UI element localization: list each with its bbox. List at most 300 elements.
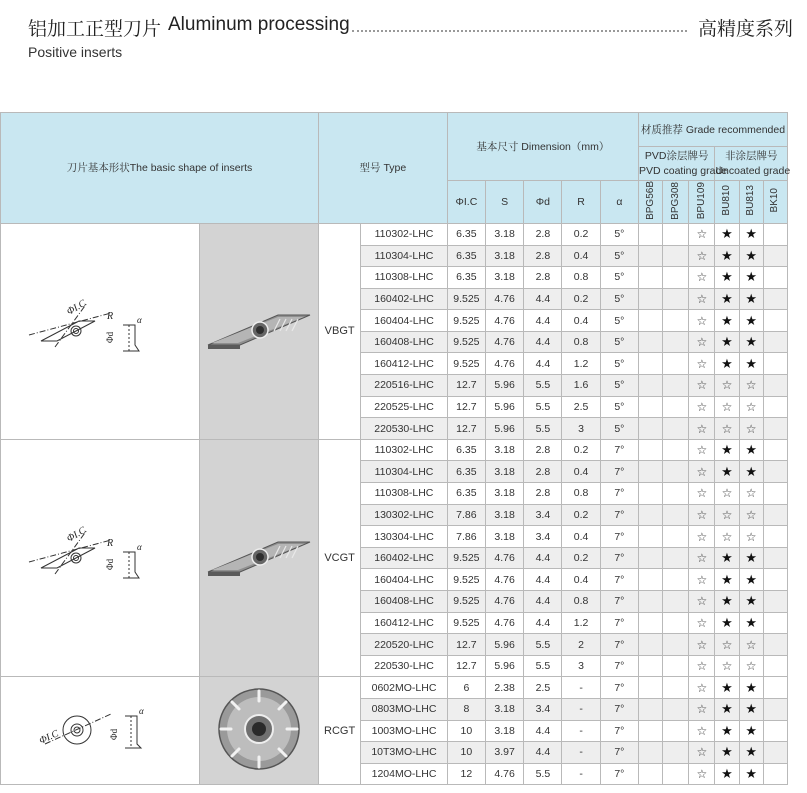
grade-cell <box>763 396 787 418</box>
grade-cell <box>638 612 662 634</box>
title-dotted-leader <box>352 30 687 32</box>
grade-cell <box>638 439 662 461</box>
drawing-label-alpha: α <box>139 706 144 717</box>
dim-d-cell: 5.5 <box>524 375 562 397</box>
grade-cell <box>763 418 787 440</box>
suitable-star-icon: ☆ <box>689 483 715 505</box>
dim-s-cell: 3.18 <box>486 267 524 289</box>
dim-alpha-cell: 5° <box>600 288 638 310</box>
header-dim-r: R <box>562 181 600 224</box>
grade-cell <box>638 634 662 656</box>
dim-d-cell: 5.5 <box>524 396 562 418</box>
dim-r-cell: - <box>562 720 600 742</box>
grade-cell <box>663 655 689 677</box>
dim-alpha-cell: 5° <box>600 396 638 418</box>
dim-alpha-cell: 5° <box>600 353 638 375</box>
header-grade: 材质推荐 Grade recommended <box>638 113 787 147</box>
dim-s-cell: 4.76 <box>486 591 524 613</box>
pvd-label-en: PVD coating grade <box>638 164 728 177</box>
table-row <box>1 439 788 461</box>
model-cell: 220530-LHC <box>361 418 448 440</box>
grade-cell <box>763 245 787 267</box>
recommended-star-icon: ★ <box>715 223 739 245</box>
dim-s-cell: 3.97 <box>486 742 524 764</box>
dim-d-cell: 3.4 <box>524 504 562 526</box>
dim-r-cell: 0.4 <box>562 310 600 332</box>
dim-ic-cell: 7.86 <box>447 526 485 548</box>
dim-r-cell: 3 <box>562 418 600 440</box>
suitable-star-icon: ☆ <box>739 483 763 505</box>
recommended-star-icon: ★ <box>739 245 763 267</box>
model-cell: 110308-LHC <box>361 483 448 505</box>
grade-cell <box>663 267 689 289</box>
dim-s-cell: 4.76 <box>486 612 524 634</box>
grade-cell <box>638 526 662 548</box>
dim-r-cell: 0.8 <box>562 267 600 289</box>
dim-ic-cell: 9.525 <box>447 547 485 569</box>
suitable-star-icon: ☆ <box>715 396 739 418</box>
suitable-star-icon: ☆ <box>715 655 739 677</box>
dim-ic-cell: 7.86 <box>447 504 485 526</box>
dim-d-cell: 4.4 <box>524 288 562 310</box>
suitable-star-icon: ☆ <box>689 245 715 267</box>
recommended-star-icon: ★ <box>739 223 763 245</box>
dim-d-cell: 2.8 <box>524 483 562 505</box>
header-grade-bk10: BK10 <box>763 181 787 224</box>
dim-alpha-cell: 7° <box>600 461 638 483</box>
dim-s-cell: 3.18 <box>486 504 524 526</box>
header-uncoated-grade <box>715 147 791 181</box>
suitable-star-icon: ☆ <box>689 677 715 699</box>
dim-alpha-cell: 5° <box>600 223 638 245</box>
dim-s-cell: 5.96 <box>486 655 524 677</box>
model-cell: 130302-LHC <box>361 504 448 526</box>
table-body <box>1 223 788 784</box>
grade-cell <box>763 742 787 764</box>
grade-cell <box>763 310 787 332</box>
grade-cell <box>638 483 662 505</box>
dim-alpha-cell: 7° <box>600 439 638 461</box>
dim-r-cell: 3 <box>562 655 600 677</box>
dim-d-cell: 4.4 <box>524 591 562 613</box>
grade-cell <box>638 720 662 742</box>
dim-d-cell: 2.8 <box>524 267 562 289</box>
header-dimension: 基本尺寸 Dimension（mm） <box>447 113 638 181</box>
grade-cell <box>763 547 787 569</box>
dim-d-cell: 4.4 <box>524 612 562 634</box>
recommended-star-icon: ★ <box>715 698 739 720</box>
recommended-star-icon: ★ <box>715 461 739 483</box>
recommended-star-icon: ★ <box>715 353 739 375</box>
grade-cell <box>663 526 689 548</box>
header-grade-bpg56b: BPG56B <box>638 181 662 224</box>
grade-cell <box>763 288 787 310</box>
dim-s-cell: 3.18 <box>486 223 524 245</box>
grade-cell <box>763 439 787 461</box>
grade-cell <box>763 526 787 548</box>
model-cell: 160412-LHC <box>361 612 448 634</box>
suitable-star-icon: ☆ <box>689 655 715 677</box>
dim-s-cell: 4.76 <box>486 763 524 785</box>
recommended-star-icon: ★ <box>715 267 739 289</box>
dim-ic-cell: 12 <box>447 763 485 785</box>
suitable-star-icon: ☆ <box>689 526 715 548</box>
dim-r-cell: 0.2 <box>562 223 600 245</box>
insert-drawing-rcgt <box>1 677 200 785</box>
grade-cell <box>638 547 662 569</box>
model-cell: 220520-LHC <box>361 634 448 656</box>
dim-ic-cell: 8 <box>447 698 485 720</box>
grade-cell <box>638 288 662 310</box>
suitable-star-icon: ☆ <box>689 763 715 785</box>
dim-ic-cell: 12.7 <box>447 634 485 656</box>
grade-cell <box>638 763 662 785</box>
grade-cell <box>763 720 787 742</box>
dim-s-cell: 5.96 <box>486 375 524 397</box>
grade-cell <box>638 698 662 720</box>
suitable-star-icon: ☆ <box>689 267 715 289</box>
model-cell: 220525-LHC <box>361 396 448 418</box>
suitable-star-icon: ☆ <box>689 547 715 569</box>
recommended-star-icon: ★ <box>739 288 763 310</box>
grade-cell <box>663 288 689 310</box>
recommended-star-icon: ★ <box>739 353 763 375</box>
dim-alpha-cell: 7° <box>600 677 638 699</box>
suitable-star-icon: ☆ <box>689 353 715 375</box>
grade-cell <box>763 504 787 526</box>
grade-cell <box>638 223 662 245</box>
suitable-star-icon: ☆ <box>689 720 715 742</box>
grade-cell <box>763 698 787 720</box>
grade-cell <box>663 310 689 332</box>
recommended-star-icon: ★ <box>715 720 739 742</box>
suitable-star-icon: ☆ <box>689 375 715 397</box>
model-cell: 160404-LHC <box>361 569 448 591</box>
suitable-star-icon: ☆ <box>715 418 739 440</box>
grade-cell <box>663 461 689 483</box>
dim-alpha-cell: 5° <box>600 310 638 332</box>
grade-cell <box>663 375 689 397</box>
model-cell: 10T3MO-LHC <box>361 742 448 764</box>
grade-cell <box>638 655 662 677</box>
header-grade-bpu109: BPU109 <box>689 181 715 224</box>
model-cell: 110302-LHC <box>361 223 448 245</box>
recommended-star-icon: ★ <box>715 591 739 613</box>
dim-r-cell: 0.4 <box>562 526 600 548</box>
recommended-star-icon: ★ <box>715 288 739 310</box>
dim-alpha-cell: 7° <box>600 504 638 526</box>
insert-drawing-vbgt <box>1 223 200 439</box>
grade-cell <box>663 677 689 699</box>
dim-ic-cell: 6.35 <box>447 267 485 289</box>
drawing-label-r: R <box>107 537 114 549</box>
dim-alpha-cell: 7° <box>600 526 638 548</box>
uncoated-label-en: Uncoated grade <box>715 164 791 177</box>
drawing-label-d: Φd <box>109 729 120 741</box>
dim-alpha-cell: 5° <box>600 267 638 289</box>
recommended-star-icon: ★ <box>715 569 739 591</box>
drawing-label-ic: ΦI.C <box>37 728 61 748</box>
insert-photo-vcgt <box>200 439 319 677</box>
dim-s-cell: 3.18 <box>486 526 524 548</box>
grade-cell <box>663 331 689 353</box>
grade-cell <box>663 591 689 613</box>
model-cell: 220516-LHC <box>361 375 448 397</box>
dim-s-cell: 5.96 <box>486 396 524 418</box>
dim-ic-cell: 6.35 <box>447 439 485 461</box>
dim-alpha-cell: 7° <box>600 720 638 742</box>
recommended-star-icon: ★ <box>739 439 763 461</box>
dim-ic-cell: 10 <box>447 720 485 742</box>
grade-cell <box>638 461 662 483</box>
suitable-star-icon: ☆ <box>715 504 739 526</box>
recommended-star-icon: ★ <box>739 310 763 332</box>
dim-r-cell: - <box>562 677 600 699</box>
dim-ic-cell: 9.525 <box>447 569 485 591</box>
suitable-star-icon: ☆ <box>739 634 763 656</box>
page-title-chinese: 铝加工正型刀片 <box>28 19 162 40</box>
pvd-label-zh: PVD涂层牌号 <box>644 150 709 163</box>
dim-d-cell: 4.4 <box>524 742 562 764</box>
grade-cell <box>763 267 787 289</box>
dim-alpha-cell: 7° <box>600 763 638 785</box>
suitable-star-icon: ☆ <box>715 375 739 397</box>
dim-d-cell: 5.5 <box>524 418 562 440</box>
recommended-star-icon: ★ <box>739 698 763 720</box>
dim-d-cell: 4.4 <box>524 353 562 375</box>
suitable-star-icon: ☆ <box>689 223 715 245</box>
recommended-star-icon: ★ <box>739 742 763 764</box>
suitable-star-icon: ☆ <box>689 439 715 461</box>
grade-cell <box>663 763 689 785</box>
table-header <box>1 113 791 224</box>
dim-ic-cell: 9.525 <box>447 612 485 634</box>
grade-cell <box>638 742 662 764</box>
header-dim-s: S <box>486 181 524 224</box>
dim-s-cell: 3.18 <box>486 461 524 483</box>
model-cell: 160408-LHC <box>361 591 448 613</box>
dim-r-cell: 1.6 <box>562 375 600 397</box>
dim-d-cell: 5.5 <box>524 634 562 656</box>
dim-ic-cell: 12.7 <box>447 375 485 397</box>
header-dim-alpha: α <box>600 181 638 224</box>
recommended-star-icon: ★ <box>739 331 763 353</box>
dim-r-cell: 0.2 <box>562 439 600 461</box>
dim-alpha-cell: 7° <box>600 569 638 591</box>
dim-r-cell: 2.5 <box>562 396 600 418</box>
dim-ic-cell: 6.35 <box>447 483 485 505</box>
grade-cell <box>663 612 689 634</box>
recommended-star-icon: ★ <box>739 267 763 289</box>
suitable-star-icon: ☆ <box>739 418 763 440</box>
dim-r-cell: 0.2 <box>562 547 600 569</box>
dim-s-cell: 3.18 <box>486 698 524 720</box>
model-cell: 110308-LHC <box>361 267 448 289</box>
grade-cell <box>763 353 787 375</box>
grade-cell <box>763 569 787 591</box>
suitable-star-icon: ☆ <box>689 461 715 483</box>
insert-photo-vbgt <box>200 223 319 439</box>
dim-s-cell: 4.76 <box>486 331 524 353</box>
grade-cell <box>663 439 689 461</box>
grade-cell <box>638 310 662 332</box>
grade-cell <box>638 396 662 418</box>
dim-r-cell: 0.2 <box>562 288 600 310</box>
dim-d-cell: 2.8 <box>524 245 562 267</box>
dim-ic-cell: 10 <box>447 742 485 764</box>
grade-cell <box>663 418 689 440</box>
recommended-star-icon: ★ <box>739 677 763 699</box>
grade-cell <box>663 698 689 720</box>
dim-r-cell: 0.4 <box>562 461 600 483</box>
dim-alpha-cell: 7° <box>600 698 638 720</box>
grade-cell <box>638 504 662 526</box>
recommended-star-icon: ★ <box>739 591 763 613</box>
dim-d-cell: 4.4 <box>524 310 562 332</box>
drawing-label-d: Φd <box>105 331 116 343</box>
grade-cell <box>763 634 787 656</box>
recommended-star-icon: ★ <box>739 569 763 591</box>
grade-cell <box>638 331 662 353</box>
insert-type-vcgt: VCGT <box>319 439 361 677</box>
dim-r-cell: - <box>562 698 600 720</box>
grade-cell <box>638 245 662 267</box>
recommended-star-icon: ★ <box>715 245 739 267</box>
header-dim-ic: ΦI.C <box>447 181 485 224</box>
model-cell: 160402-LHC <box>361 547 448 569</box>
dim-alpha-cell: 7° <box>600 634 638 656</box>
suitable-star-icon: ☆ <box>689 612 715 634</box>
grade-cell <box>763 763 787 785</box>
grade-cell <box>663 504 689 526</box>
recommended-star-icon: ★ <box>715 331 739 353</box>
header-dim-d: Φd <box>524 181 562 224</box>
model-cell: 160404-LHC <box>361 310 448 332</box>
suitable-star-icon: ☆ <box>689 698 715 720</box>
suitable-star-icon: ☆ <box>689 742 715 764</box>
dim-alpha-cell: 7° <box>600 612 638 634</box>
dim-alpha-cell: 5° <box>600 375 638 397</box>
dim-ic-cell: 12.7 <box>447 655 485 677</box>
uncoated-label-zh: 非涂层牌号 <box>724 150 778 163</box>
table-row <box>1 677 788 699</box>
dim-s-cell: 3.18 <box>486 245 524 267</box>
header-grade-bu813: BU813 <box>739 181 763 224</box>
grade-cell <box>663 634 689 656</box>
dim-ic-cell: 6.35 <box>447 461 485 483</box>
dim-ic-cell: 12.7 <box>447 396 485 418</box>
grade-cell <box>663 245 689 267</box>
dim-r-cell: 0.8 <box>562 483 600 505</box>
recommended-star-icon: ★ <box>715 310 739 332</box>
recommended-star-icon: ★ <box>715 677 739 699</box>
recommended-star-icon: ★ <box>715 742 739 764</box>
suitable-star-icon: ☆ <box>689 310 715 332</box>
dim-d-cell: 5.5 <box>524 763 562 785</box>
grade-cell <box>763 591 787 613</box>
recommended-star-icon: ★ <box>715 763 739 785</box>
grade-cell <box>663 223 689 245</box>
drawing-label-alpha: α <box>137 541 142 552</box>
dim-r-cell: 2 <box>562 634 600 656</box>
model-cell: 220530-LHC <box>361 655 448 677</box>
drawing-label-alpha: α <box>137 314 142 325</box>
grade-cell <box>638 353 662 375</box>
dim-s-cell: 4.76 <box>486 569 524 591</box>
grade-cell <box>638 591 662 613</box>
model-cell: 110302-LHC <box>361 439 448 461</box>
insert-drawing-vcgt <box>1 439 200 677</box>
dim-s-cell: 5.96 <box>486 634 524 656</box>
grade-cell <box>638 418 662 440</box>
grade-cell <box>638 677 662 699</box>
suitable-star-icon: ☆ <box>689 288 715 310</box>
dim-alpha-cell: 5° <box>600 418 638 440</box>
dim-s-cell: 4.76 <box>486 353 524 375</box>
suitable-star-icon: ☆ <box>739 504 763 526</box>
grade-cell <box>663 396 689 418</box>
drawing-label-d: Φd <box>105 558 116 570</box>
dim-ic-cell: 9.525 <box>447 331 485 353</box>
dim-alpha-cell: 7° <box>600 547 638 569</box>
dim-r-cell: 0.2 <box>562 504 600 526</box>
dim-d-cell: 3.4 <box>524 526 562 548</box>
suitable-star-icon: ☆ <box>689 396 715 418</box>
recommended-star-icon: ★ <box>739 763 763 785</box>
dim-s-cell: 3.18 <box>486 720 524 742</box>
dim-ic-cell: 9.525 <box>447 591 485 613</box>
model-cell: 110304-LHC <box>361 461 448 483</box>
header-grade-bu810: BU810 <box>715 181 739 224</box>
dim-ic-cell: 6 <box>447 677 485 699</box>
grade-cell <box>763 655 787 677</box>
grade-cell <box>763 483 787 505</box>
drawing-label-ic: ΦI.C <box>65 524 89 545</box>
grade-cell <box>638 375 662 397</box>
grade-cell <box>763 677 787 699</box>
dim-r-cell: - <box>562 763 600 785</box>
dim-r-cell: 1.2 <box>562 353 600 375</box>
grade-cell <box>663 569 689 591</box>
grade-cell <box>763 375 787 397</box>
series-label: 高精度系列 <box>697 19 793 40</box>
model-cell: 160402-LHC <box>361 288 448 310</box>
grade-cell <box>663 742 689 764</box>
insert-photo-rcgt <box>200 677 319 785</box>
header-type: 型号 Type <box>319 113 448 224</box>
recommended-star-icon: ★ <box>739 461 763 483</box>
dim-ic-cell: 12.7 <box>447 418 485 440</box>
dim-alpha-cell: 7° <box>600 655 638 677</box>
dim-ic-cell: 6.35 <box>447 245 485 267</box>
grade-cell <box>663 483 689 505</box>
table-row <box>1 223 788 245</box>
dim-r-cell: 0.4 <box>562 245 600 267</box>
grade-cell <box>663 353 689 375</box>
dim-ic-cell: 9.525 <box>447 310 485 332</box>
suitable-star-icon: ☆ <box>739 526 763 548</box>
dim-r-cell: 1.2 <box>562 612 600 634</box>
dim-alpha-cell: 7° <box>600 483 638 505</box>
recommended-star-icon: ★ <box>715 547 739 569</box>
model-cell: 130304-LHC <box>361 526 448 548</box>
grade-cell <box>638 267 662 289</box>
dim-s-cell: 4.76 <box>486 310 524 332</box>
dim-alpha-cell: 7° <box>600 742 638 764</box>
suitable-star-icon: ☆ <box>689 418 715 440</box>
grade-cell <box>763 223 787 245</box>
dim-d-cell: 2.8 <box>524 461 562 483</box>
